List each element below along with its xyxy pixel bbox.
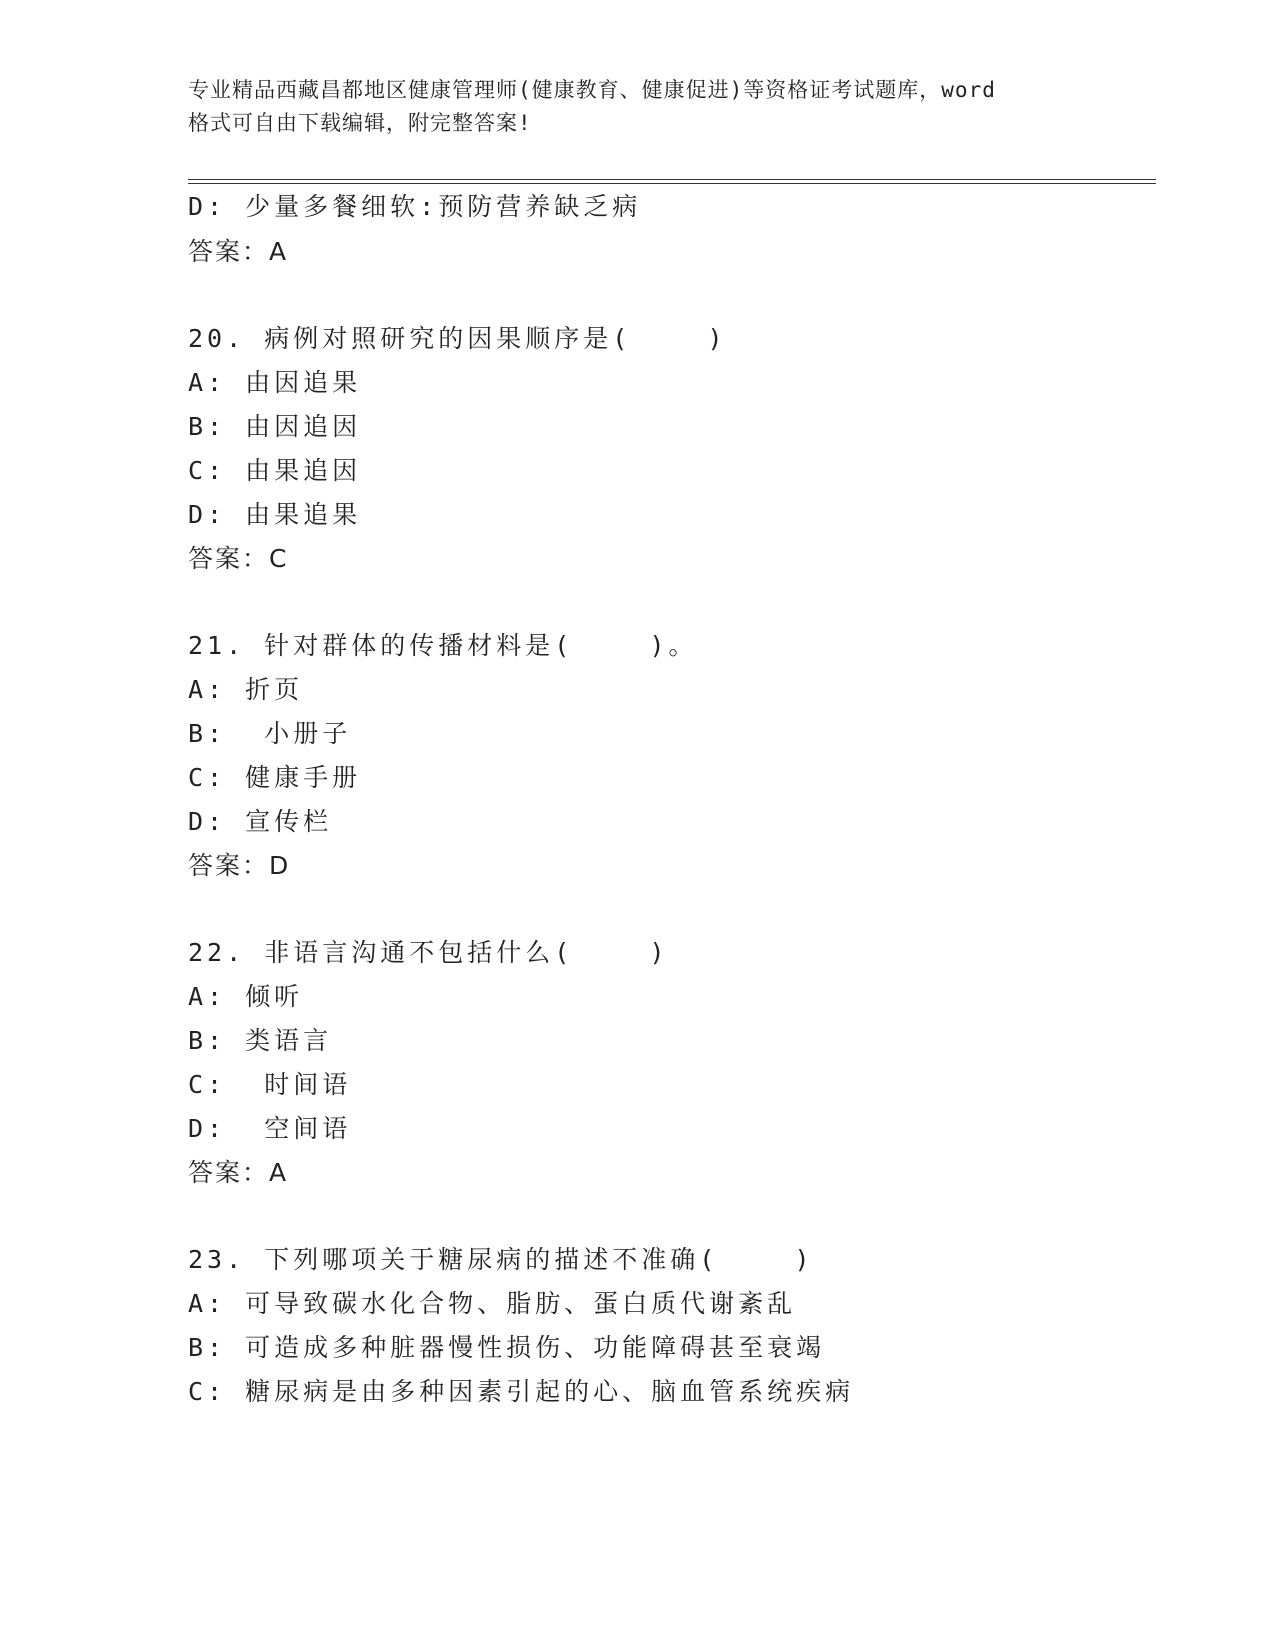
q21-option-c: C: 健康手册	[188, 763, 362, 792]
q22-answer: 答案：A	[188, 1158, 289, 1187]
q23-option-b: B: 可造成多种脏器慢性损伤、功能障碍甚至衰竭	[188, 1333, 826, 1362]
q23-option-c: C: 糖尿病是由多种因素引起的心、脑血管系统疾病	[188, 1377, 855, 1406]
q20-option-a: A: 由因追果	[188, 368, 362, 397]
q20-option-b: B: 由因追因	[188, 412, 362, 441]
q20-question: 20. 病例对照研究的因果顺序是( )	[188, 324, 727, 353]
q21-option-d: D: 宣传栏	[188, 807, 333, 836]
q21-answer: 答案：D	[188, 851, 291, 880]
q21-option-a: A: 折页	[188, 675, 304, 704]
q21-option-b: B: 小册子	[188, 719, 352, 748]
header-line-2: 格式可自由下载编辑，附完整答案!	[188, 111, 532, 135]
q22-option-d: D: 空间语	[188, 1114, 352, 1143]
q20-option-d: D: 由果追果	[188, 500, 362, 529]
q20-option-c: C: 由果追因	[188, 456, 362, 485]
header-line-1: 专业精品西藏昌都地区健康管理师(健康教育、健康促进)等资格证考试题库，word	[188, 78, 996, 102]
header-divider-bottom	[188, 183, 1156, 184]
header-divider-top	[188, 179, 1156, 180]
q22-option-b: B: 类语言	[188, 1026, 333, 1055]
q23-question: 23. 下列哪项关于糖尿病的描述不准确( )	[188, 1245, 814, 1274]
prev-answer: 答案：A	[188, 237, 289, 266]
q20-answer: 答案：C	[188, 544, 289, 573]
q22-option-a: A: 倾听	[188, 982, 304, 1011]
q22-option-c: C: 时间语	[188, 1070, 352, 1099]
document-header	[188, 74, 1088, 140]
prev-option-d: D: 少量多餐细软:预防营养缺乏病	[188, 192, 642, 221]
q21-question: 21. 针对群体的传播材料是( )。	[188, 631, 698, 660]
q22-question: 22. 非语言沟通不包括什么( )	[188, 938, 669, 967]
q23-option-a: A: 可导致碳水化合物、脂肪、蛋白质代谢紊乱	[188, 1289, 797, 1318]
